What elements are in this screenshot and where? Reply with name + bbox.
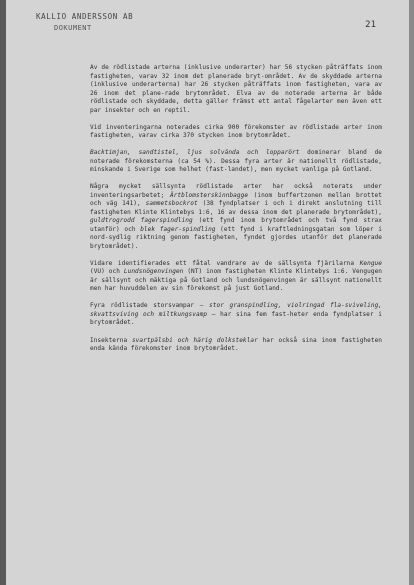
body-paragraph [90, 124, 382, 141]
body-paragraph [90, 302, 382, 328]
scan-edge-right [409, 0, 414, 585]
paragraph-text: Vid inventeringarna noterades cirka 900 förekomster av rödlistade arter inom fastigheten, varav cirka 370 stycken inom brytområdet. [90, 123, 382, 140]
page-header [36, 12, 376, 32]
paragraph-text: (38 fyndplatser i och i direkt anslutning till fastigheten Klinte Klintebys 1:6, 16 av dessa inom det planerade brytområdet), [90, 200, 383, 216]
italic-species-name: Backtimjan, sandtistel, ljus solvända och lopparört [90, 149, 300, 157]
paragraph-text: har också sina inom fastigheten enda kända förekomster inom brytområdet. [90, 336, 383, 353]
paragraph-text: Insekterna [90, 336, 132, 344]
page-number: 21 [365, 20, 376, 30]
italic-species-name: stor granspindling, violringad fla-sviveling, skvattsviving och miltkungsvamp [90, 302, 383, 318]
body-paragraph [90, 64, 382, 115]
body-paragraph [90, 149, 382, 175]
italic-species-name: Lundsnögenvingen [123, 268, 184, 276]
scan-edge-left [0, 0, 6, 585]
italic-species-name: sammetsbockrot [145, 200, 198, 208]
italic-species-name: svartpälsbi och härig dolksteklar [131, 336, 258, 344]
paragraph-text: (ett fynd i kraftledningsgatan som löper i nord-sydlig riktning genom fastigheten, fyndet gjordes utanför det planerade brytområdet). [90, 225, 382, 250]
paragraph-text: (ett fynd inom brytområdet och två fynd strax utanför) och [90, 217, 382, 233]
italic-species-name: guldtrogrodd fagerspindling [90, 217, 193, 225]
header-organization: KALLIO ANDERSSON AB [36, 12, 134, 21]
paragraph-text: dominerar bland de noterade förekomsterna (ca 54 %). Dessa fyra arter är nationellt rödlistade, minskande i Sverige som helhet (fast-landet), men mycket vanliga på Gotland. [90, 149, 383, 174]
body-paragraph [90, 260, 382, 294]
body-paragraph [90, 337, 382, 354]
italic-species-name: Kengue [359, 259, 382, 267]
paragraph-text: – har sina fem fast-heter enda fyndplatser i brytområdet. [90, 310, 382, 327]
paragraph-text: (inom buffertzonen mellan brottet och väg 141), [90, 191, 382, 208]
paragraph-text: Av de rödlistade arterna (inklusive underarter) har 56 stycken påträffats inom fastigheten, varav 32 inom det planerade bryt-området. Av de skyddade arterna (inklusive underarterna) har 26 stycken påträffats inom fastigheten, vara av 26 inom det plane-rade brytområdet. Elva av de noterade arterna är både rödlistade och skyddade, detta gäller främst ett antal fågelarter men även ett par insekter och en reptil. [90, 64, 382, 114]
italic-species-name: Ärtblomsterskinnbagge [169, 191, 249, 199]
paragraph-text: Några mycket sällsynta rödlistade arter har också noterats under inventeringsarbetet; [90, 183, 382, 199]
paragraph-text: Vidare identifierades ett fåtal vandrare av de sällsynta fjärilarna [90, 259, 360, 267]
paragraph-text: (NT) inom fastigheten Klinte Klintebys 1:6. Vengugen är sällsynt och mäktiga på Gotland och lundsnögenvingen är sällsynt nationellt men har huvuddelen av sin förekomst på just Gotland. [90, 268, 383, 293]
document-body [90, 64, 382, 362]
header-department: DOKUMENT [54, 24, 92, 32]
paragraph-text: Fyra rödlistade storsvampar – [90, 302, 210, 310]
italic-species-name: blek fager-spindling [140, 225, 216, 233]
paragraph-text: (VU) och [90, 268, 124, 276]
body-paragraph [90, 183, 382, 251]
